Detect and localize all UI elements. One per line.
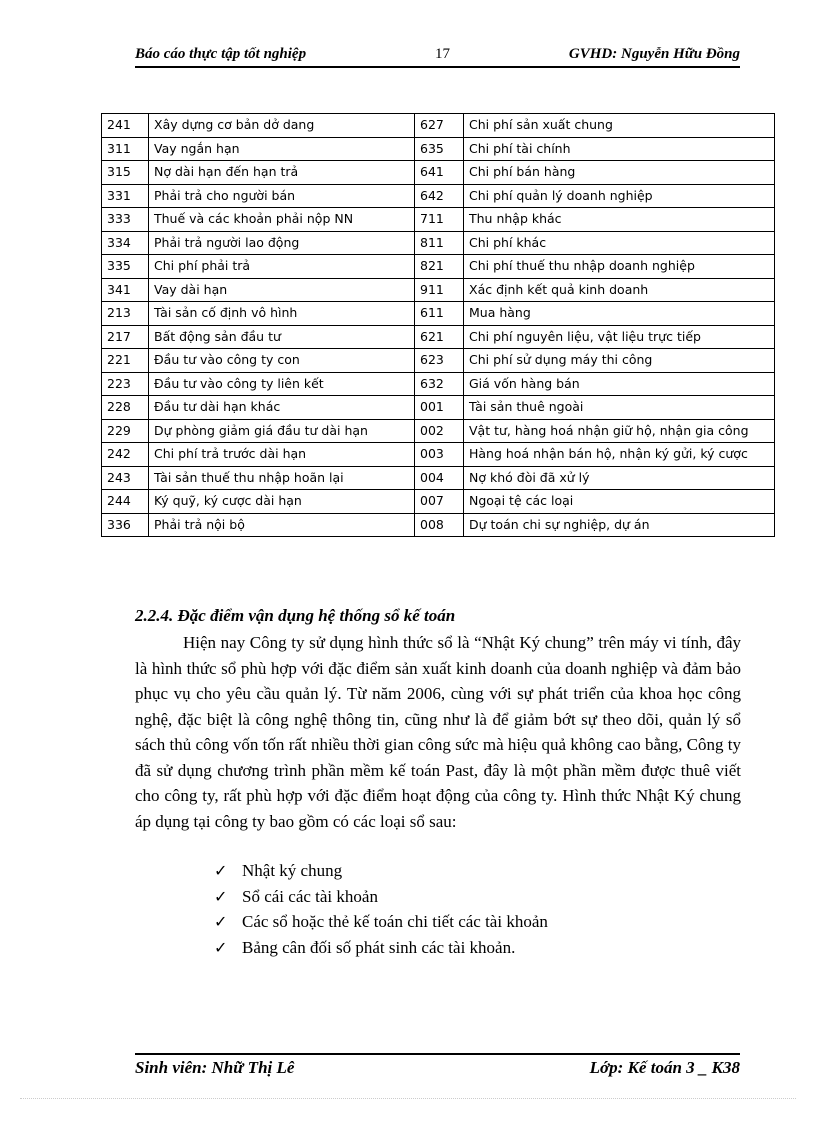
list-item: ✓ Bảng cân đối số phát sinh các tài khoản. [214,935,548,961]
account-code: 635 [415,137,464,161]
account-code: 333 [102,208,149,232]
footer-student: Sinh viên: Nhữ Thị Lê [135,1058,295,1077]
table-row [102,278,775,302]
account-code: 611 [415,302,464,326]
account-code: 331 [102,184,149,208]
account-code: 001 [415,396,464,420]
table-row [102,372,775,396]
account-code: 627 [415,114,464,138]
footer-class: Lớp: Kế toán 3 _ K38 [589,1058,740,1077]
table-row [102,396,775,420]
account-code: 811 [415,231,464,255]
account-name: Phải trả nội bộ [149,513,415,537]
table-row [102,490,775,514]
account-name: Đầu tư vào công ty liên kết [149,372,415,396]
header-supervisor: GVHD: Nguyễn Hữu Đồng [568,46,740,62]
table-row [102,255,775,279]
account-code: 335 [102,255,149,279]
page-edge [20,1098,796,1099]
page-footer [135,1056,740,1082]
list-item: ✓ Sổ cái các tài khoản [214,884,548,910]
account-name: Phải trả cho người bán [149,184,415,208]
table-row [102,161,775,185]
account-name: Ngoại tệ các loại [464,490,775,514]
account-name: Tài sản cố định vô hình [149,302,415,326]
footer-rule [135,1053,740,1055]
table-row [102,325,775,349]
accounts-table [101,113,775,537]
account-code: 642 [415,184,464,208]
account-code: 621 [415,325,464,349]
account-code: 241 [102,114,149,138]
table-row [102,208,775,232]
account-name: Mua hàng [464,302,775,326]
account-name: Chi phí sử dụng máy thi công [464,349,775,373]
table-row [102,231,775,255]
account-name: Chi phí quản lý doanh nghiệp [464,184,775,208]
account-code: 311 [102,137,149,161]
account-name: Giá vốn hàng bán [464,372,775,396]
account-code: 334 [102,231,149,255]
account-name: Thu nhập khác [464,208,775,232]
account-code: 632 [415,372,464,396]
table-row [102,443,775,467]
check-icon: ✓ [214,937,228,957]
account-code: 008 [415,513,464,537]
table-row [102,466,775,490]
account-name: Nợ dài hạn đến hạn trả [149,161,415,185]
account-name: Vay dài hạn [149,278,415,302]
section-paragraph: Hiện nay Công ty sử dụng hình thức sổ là “Nhật Ký chung” trên máy vi tính, đây là hình thức sổ phù hợp với đặc điểm sản xuất kinh doanh của doanh nghiệp và đảm bảo phục vụ cho yêu cầu quản lý. Từ năm 2006, cùng với sự phát triển của khoa học công nghệ, đặc biệt là công nghệ thông tin, cũng như là để giảm bớt sự theo dõi, quản lý sổ sách thủ công vốn tốn rất nhiều thời gian công sức mà hiệu quả không cao bằng, Công ty đã sử dụng chương trình phần mềm kế toán Past, đây là một phần mềm được thuê viết cho công ty, rất phù hợp với đặc điểm hoạt động của công ty. Hình thức Nhật Ký chung áp dụng tại công ty bao gồm có các loại sổ sau: [135,633,741,831]
table-row [102,302,775,326]
account-name: Phải trả người lao động [149,231,415,255]
account-code: 213 [102,302,149,326]
account-name: Đầu tư vào công ty con [149,349,415,373]
account-name: Thuế và các khoản phải nộp NN [149,208,415,232]
account-code: 821 [415,255,464,279]
account-name: Xây dựng cơ bản dở dang [149,114,415,138]
table-row [102,349,775,373]
account-code: 243 [102,466,149,490]
account-code: 223 [102,372,149,396]
account-name: Hàng hoá nhận bán hộ, nhận ký gửi, ký cược [464,443,775,467]
ledger-list [214,858,548,960]
table-row [102,114,775,138]
account-name: Chi phí phải trả [149,255,415,279]
account-code: 336 [102,513,149,537]
account-code: 217 [102,325,149,349]
table-row [102,137,775,161]
account-name: Chi phí thuế thu nhập doanh nghiệp [464,255,775,279]
account-name: Dự phòng giảm giá đầu tư dài hạn [149,419,415,443]
account-name: Chi phí tài chính [464,137,775,161]
account-name: Chi phí trả trước dài hạn [149,443,415,467]
account-code: 004 [415,466,464,490]
table-row [102,513,775,537]
account-code: 244 [102,490,149,514]
table-row [102,184,775,208]
header-report-title: Báo cáo thực tập tốt nghiệp [135,46,307,62]
account-code: 221 [102,349,149,373]
account-code: 003 [415,443,464,467]
page-number: 17 [435,46,450,62]
list-item: ✓ Nhật ký chung [214,858,548,884]
account-name: Bất động sản đầu tư [149,325,415,349]
account-code: 315 [102,161,149,185]
account-code: 623 [415,349,464,373]
check-icon: ✓ [214,912,228,931]
account-code: 242 [102,443,149,467]
account-name: Vật tư, hàng hoá nhận giữ hộ, nhận gia công [464,419,775,443]
section-title: 2.2.4. Đặc điểm vận dụng hệ thống sổ kế toán [135,606,456,625]
account-code: 911 [415,278,464,302]
account-name: Chi phí bán hàng [464,161,775,185]
account-name: Chi phí sản xuất chung [464,114,775,138]
check-icon: ✓ [214,886,228,906]
account-name: Chi phí khác [464,231,775,255]
account-name: Tài sản thuê ngoài [464,396,775,420]
check-icon: ✓ [214,861,228,880]
header-rule [135,66,740,68]
account-code: 711 [415,208,464,232]
page-header [135,44,740,68]
account-name: Vay ngắn hạn [149,137,415,161]
account-name: Chi phí nguyên liệu, vật liệu trực tiếp [464,325,775,349]
list-item: ✓ Các sổ hoặc thẻ kế toán chi tiết các tài khoản [214,909,548,935]
account-name: Ký quỹ, ký cược dài hạn [149,490,415,514]
account-code: 002 [415,419,464,443]
account-code: 228 [102,396,149,420]
account-name: Dự toán chi sự nghiệp, dự án [464,513,775,537]
account-name: Đầu tư dài hạn khác [149,396,415,420]
account-code: 007 [415,490,464,514]
account-code: 229 [102,419,149,443]
account-name: Nợ khó đòi đã xử lý [464,466,775,490]
account-name: Xác định kết quả kinh doanh [464,278,775,302]
account-code: 641 [415,161,464,185]
account-name: Tài sản thuế thu nhập hoãn lại [149,466,415,490]
table-row [102,419,775,443]
account-code: 341 [102,278,149,302]
